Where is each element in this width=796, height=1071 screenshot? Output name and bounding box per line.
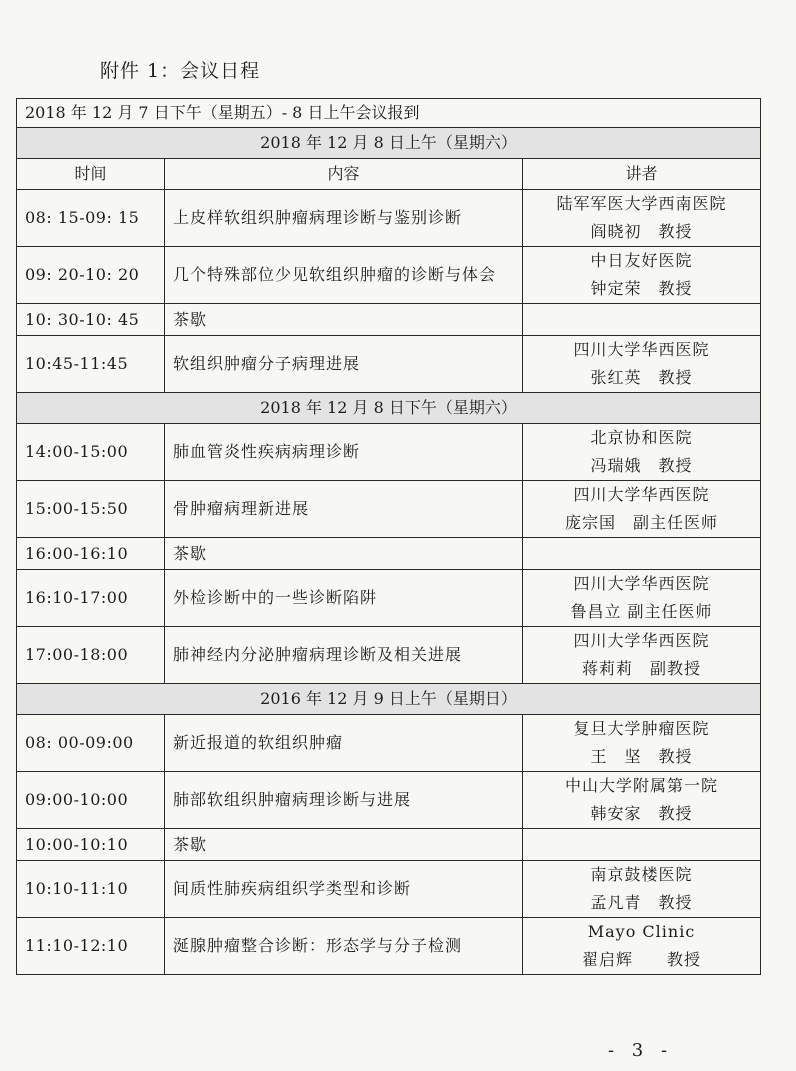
speaker-name: 王 坚 教授 xyxy=(590,747,693,766)
topic-cell: 茶歇 xyxy=(165,829,523,861)
time-cell: 10:45-11:45 xyxy=(17,336,165,393)
column-header-speaker: 讲者 xyxy=(523,159,761,190)
schedule-row xyxy=(17,715,761,772)
schedule-table xyxy=(16,98,761,975)
speaker-cell xyxy=(523,190,761,247)
topic-cell: 外检诊断中的一些诊断陷阱 xyxy=(165,570,523,627)
time-cell: 11:10-12:10 xyxy=(17,918,165,975)
speaker-cell xyxy=(523,861,761,918)
speaker-cell xyxy=(523,829,761,861)
speaker-cell xyxy=(523,336,761,393)
speaker-affiliation: 北京协和医院 xyxy=(590,428,693,447)
speaker-name: 钟定荣 教授 xyxy=(590,279,693,298)
speaker-cell xyxy=(523,715,761,772)
speaker-affiliation: 中日友好医院 xyxy=(590,251,693,270)
speaker-affiliation: 四川大学华西医院 xyxy=(573,485,710,504)
schedule-row xyxy=(17,336,761,393)
registration-text: 2018 年 12 月 7 日下午（星期五）- 8 日上午会议报到 xyxy=(17,99,761,128)
session-header xyxy=(17,128,761,159)
time-cell: 09: 20-10: 20 xyxy=(17,247,165,304)
speaker-affiliation: Mayo Clinic xyxy=(587,922,696,941)
schedule-body xyxy=(17,99,761,975)
topic-cell: 肺血管炎性疾病病理诊断 xyxy=(165,424,523,481)
schedule-row xyxy=(17,627,761,684)
schedule-row xyxy=(17,247,761,304)
speaker-affiliation: 四川大学华西医院 xyxy=(573,340,710,359)
topic-cell: 上皮样软组织肿瘤病理诊断与鉴别诊断 xyxy=(165,190,523,247)
speaker-name: 韩安家 教授 xyxy=(590,804,693,823)
topic-cell: 软组织肿瘤分子病理进展 xyxy=(165,336,523,393)
topic-cell: 茶歇 xyxy=(165,304,523,336)
speaker-affiliation: 南京鼓楼医院 xyxy=(590,865,693,884)
speaker-cell xyxy=(523,570,761,627)
time-cell: 10:10-11:10 xyxy=(17,861,165,918)
speaker-cell xyxy=(523,424,761,481)
column-header-time: 时间 xyxy=(17,159,165,190)
session-header xyxy=(17,393,761,424)
speaker-name: 冯瑞娥 教授 xyxy=(590,456,693,475)
time-cell: 15:00-15:50 xyxy=(17,481,165,538)
schedule-row xyxy=(17,190,761,247)
schedule-row xyxy=(17,424,761,481)
speaker-cell xyxy=(523,481,761,538)
topic-cell: 茶歇 xyxy=(165,538,523,570)
speaker-affiliation: 中山大学附属第一院 xyxy=(565,776,719,795)
page-heading: 附件 1：会议日程 xyxy=(100,60,261,82)
speaker-name: 蒋莉莉 副教授 xyxy=(582,659,702,678)
session-title: 2016 年 12 月 9 日上午（星期日） xyxy=(17,684,761,715)
time-cell: 16:00-16:10 xyxy=(17,538,165,570)
time-cell: 16:10-17:00 xyxy=(17,570,165,627)
speaker-cell xyxy=(523,627,761,684)
session-header xyxy=(17,684,761,715)
time-cell: 10: 30-10: 45 xyxy=(17,304,165,336)
speaker-affiliation: 陆军军医大学西南医院 xyxy=(556,194,727,213)
speaker-cell xyxy=(523,772,761,829)
break-row xyxy=(17,538,761,570)
time-cell: 09:00-10:00 xyxy=(17,772,165,829)
topic-cell: 间质性肺疾病组织学类型和诊断 xyxy=(165,861,523,918)
time-cell: 08: 00-09:00 xyxy=(17,715,165,772)
break-row xyxy=(17,829,761,861)
speaker-affiliation: 复旦大学肿瘤医院 xyxy=(573,719,710,738)
session-title: 2018 年 12 月 8 日下午（星期六） xyxy=(17,393,761,424)
speaker-cell xyxy=(523,304,761,336)
registration-row xyxy=(17,99,761,128)
topic-cell: 几个特殊部位少见软组织肿瘤的诊断与体会 xyxy=(165,247,523,304)
speaker-affiliation: 四川大学华西医院 xyxy=(573,574,710,593)
column-header-row xyxy=(17,159,761,190)
speaker-cell xyxy=(523,247,761,304)
time-cell: 08: 15-09: 15 xyxy=(17,190,165,247)
speaker-name: 阎晓初 教授 xyxy=(590,222,693,241)
topic-cell: 涎腺肿瘤整合诊断：形态学与分子检测 xyxy=(165,918,523,975)
speaker-name: 鲁昌立 副主任医师 xyxy=(570,602,713,621)
speaker-name: 翟启辉 教授 xyxy=(582,950,702,969)
time-cell: 10:00-10:10 xyxy=(17,829,165,861)
speaker-name: 孟凡青 教授 xyxy=(590,893,693,912)
speaker-cell xyxy=(523,918,761,975)
speaker-affiliation: 四川大学华西医院 xyxy=(573,631,710,650)
schedule-row xyxy=(17,570,761,627)
speaker-name: 张红英 教授 xyxy=(590,368,693,387)
time-cell: 14:00-15:00 xyxy=(17,424,165,481)
topic-cell: 新近报道的软组织肿瘤 xyxy=(165,715,523,772)
topic-cell: 骨肿瘤病理新进展 xyxy=(165,481,523,538)
column-header-content: 内容 xyxy=(165,159,523,190)
speaker-name: 庞宗国 副主任医师 xyxy=(565,513,719,532)
speaker-cell xyxy=(523,538,761,570)
break-row xyxy=(17,304,761,336)
topic-cell: 肺部软组织肿瘤病理诊断与进展 xyxy=(165,772,523,829)
session-title: 2018 年 12 月 8 日上午（星期六） xyxy=(17,128,761,159)
time-cell: 17:00-18:00 xyxy=(17,627,165,684)
schedule-row xyxy=(17,861,761,918)
schedule-row xyxy=(17,481,761,538)
schedule-row xyxy=(17,918,761,975)
topic-cell: 肺神经内分泌肿瘤病理诊断及相关进展 xyxy=(165,627,523,684)
page-number: - 3 - xyxy=(608,1040,674,1061)
schedule-row xyxy=(17,772,761,829)
